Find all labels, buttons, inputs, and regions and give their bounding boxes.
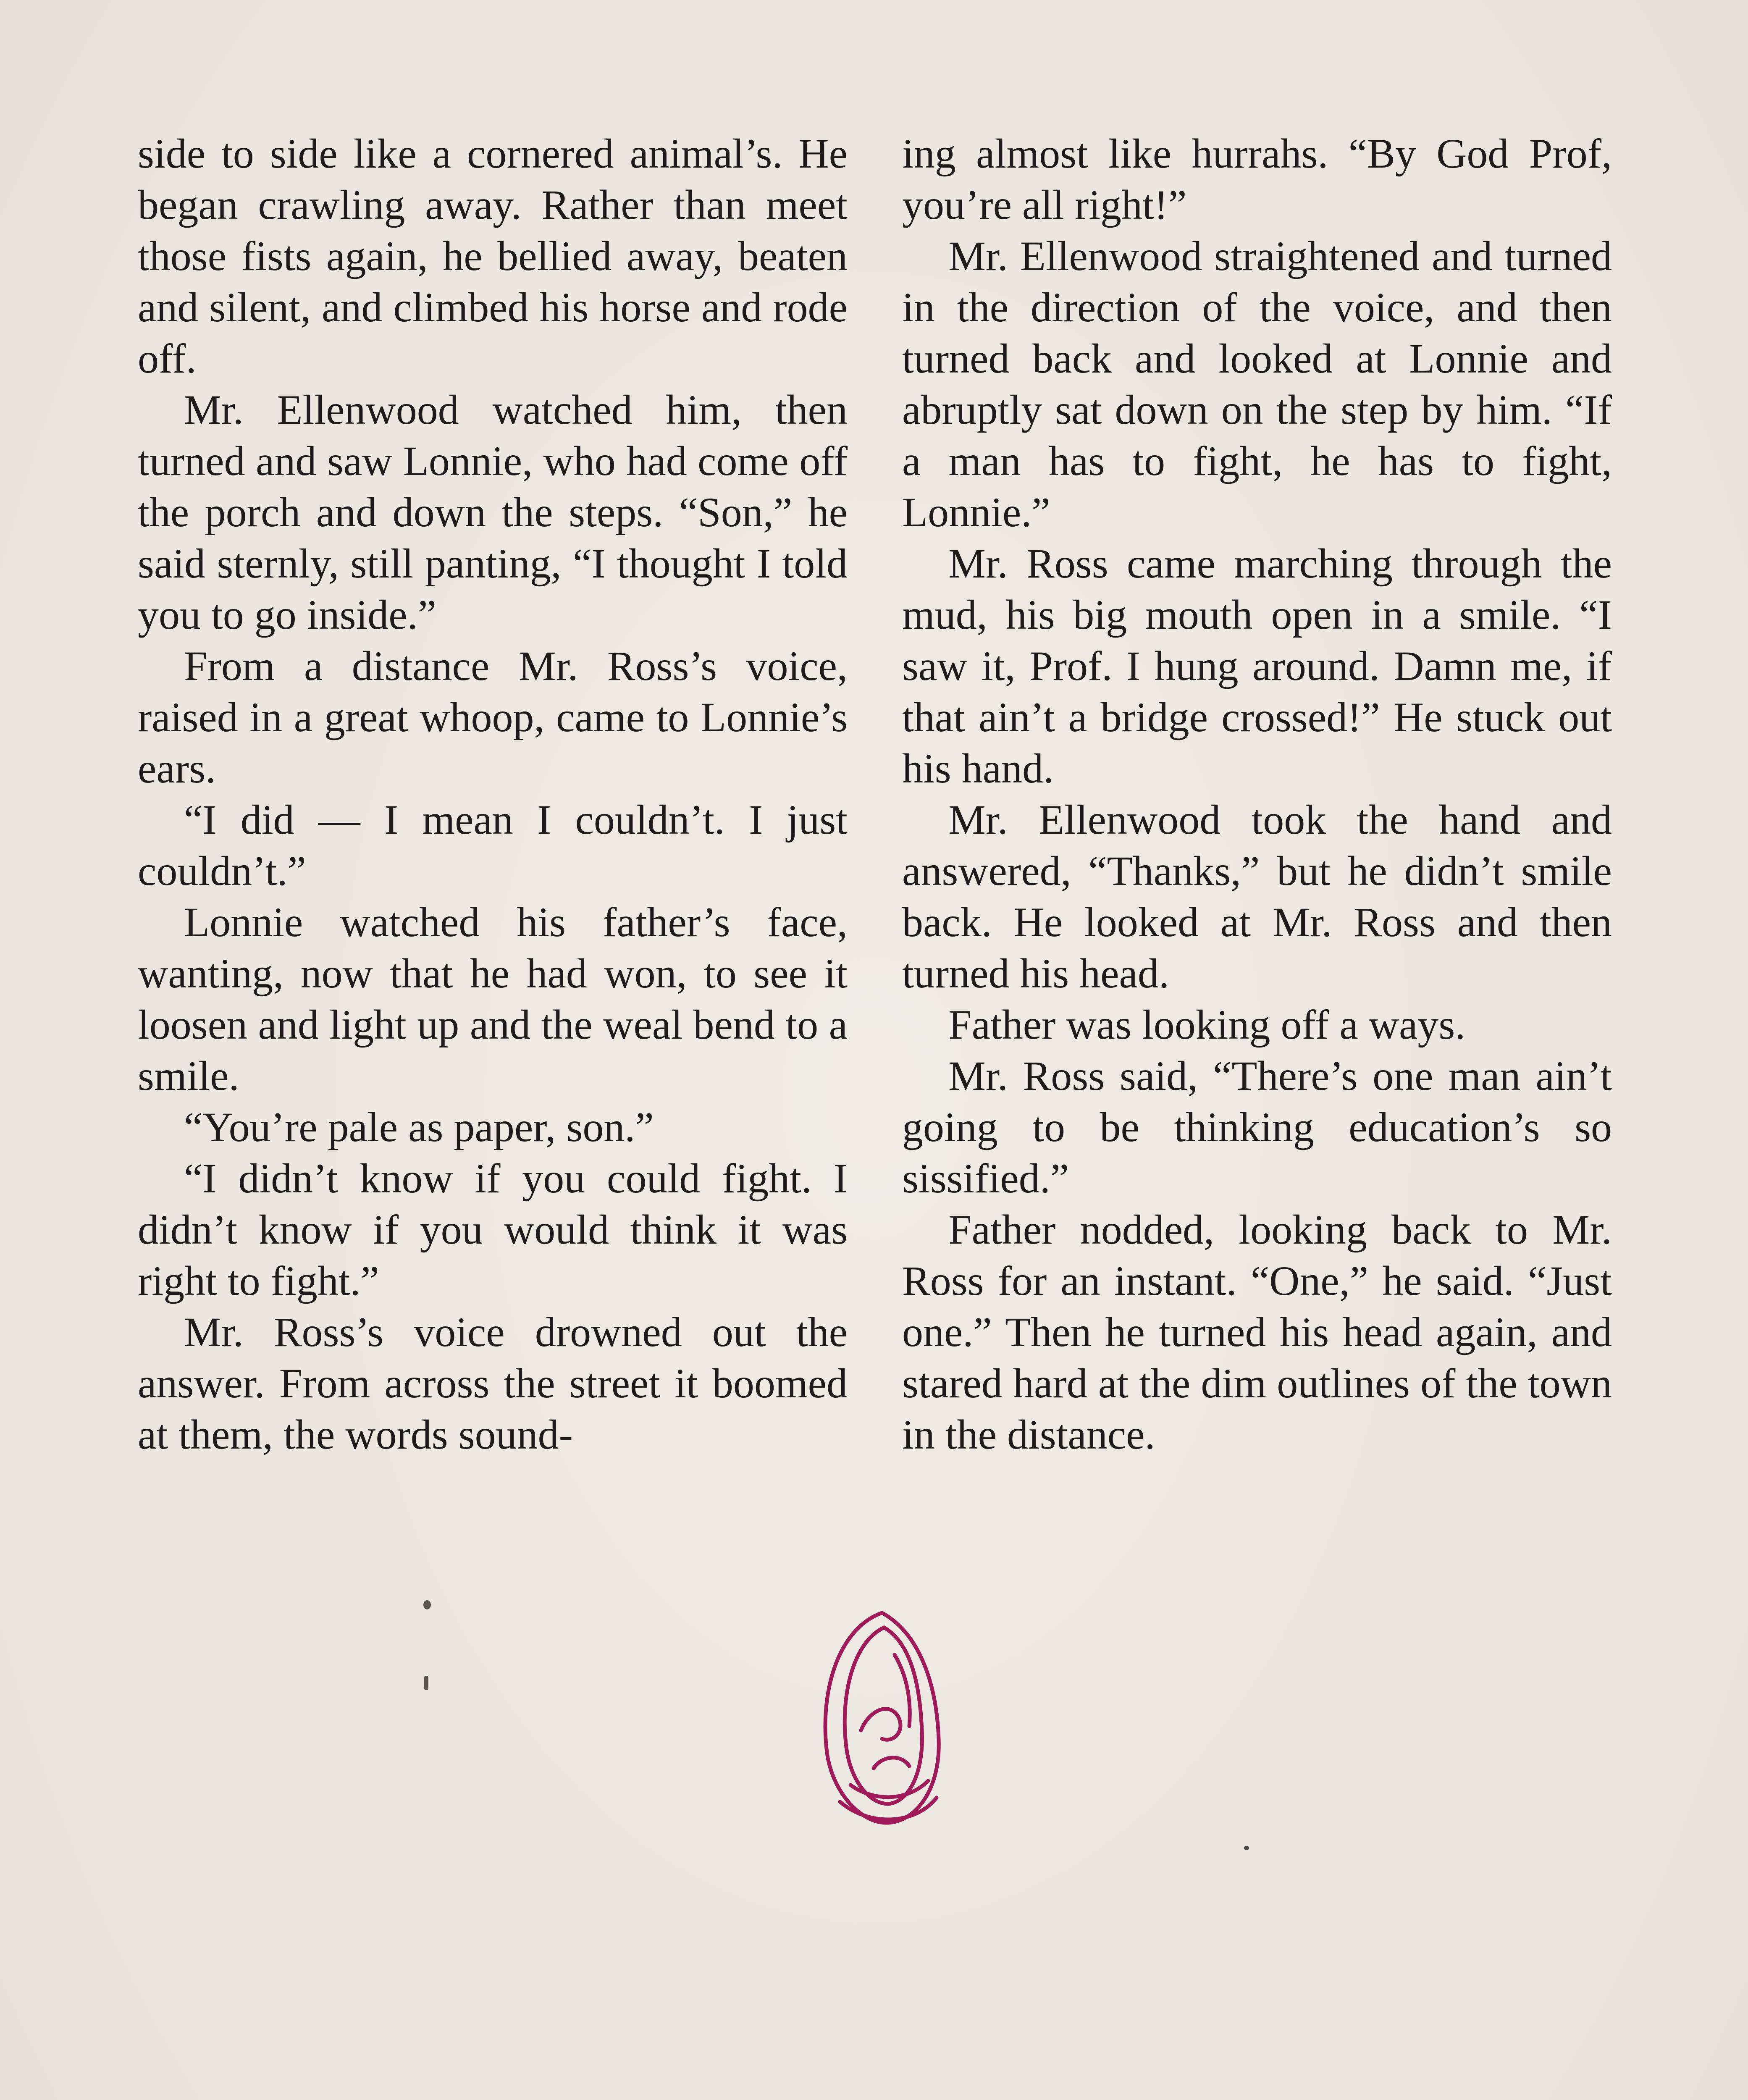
paper-speck xyxy=(1244,1846,1249,1850)
paragraph: Mr. Ellenwood watched him, then turned and saw Lonnie, who had come off the porch and down the steps. “Son,” he said sternly, still panting, “I thought I told you to go inside.” xyxy=(138,386,848,638)
paragraph: Lonnie watched his father’s face, wanting, now that he had won, to see it loosen and light up and the weal bend to a smile. xyxy=(138,899,848,1099)
paragraph: “I didn’t know if you could fight. I didn’t know if you would think it was right to fight.” xyxy=(138,1155,848,1304)
paragraph: From a distance Mr. Ross’s voice, raised in a great whoop, came to Lonnie’s ears. xyxy=(138,643,848,792)
paragraph: ing almost like hurrahs. “By God Prof, you’re all right!” xyxy=(902,130,1612,228)
paper-speck xyxy=(424,1676,428,1690)
tailpiece-ornament-icon xyxy=(811,1604,953,1840)
paragraph: Father was looking off a ways. xyxy=(948,1001,1466,1048)
paragraph: Mr. Ross came marching through the mud, his big mouth open in a smile. “I saw it, Prof. I hung around. Damn me, if that ain’t a bridge crossed!” He stuck out his hand. xyxy=(902,540,1612,792)
paragraph: Mr. Ellenwood took the hand and answered, “Thanks,” but he didn’t smile back. He looked at Mr. Ross and then turned his head. xyxy=(902,796,1612,997)
paper-speck xyxy=(423,1600,431,1609)
paragraph: “I did — I mean I couldn’t. I just couldn’t.” xyxy=(138,796,848,894)
paragraph: Mr. Ross’s voice drowned out the answer. From across the street it boomed at them, the words sound- xyxy=(138,1309,848,1458)
paragraph: “You’re pale as paper, son.” xyxy=(184,1104,654,1150)
paragraph: Mr. Ellenwood straightened and turned in the direction of the voice, and then turned back and looked at Lonnie and abruptly sat down on the step by him. “If a man has to fight, he has to fight, Lonnie.” xyxy=(902,233,1612,536)
paragraph: Father nodded, looking back to Mr. Ross for an instant. “One,” he said. “Just one.” Then he turned his head again, and stared hard at the dim outlines of the town in the distance. xyxy=(902,1206,1612,1458)
paragraph: side to side like a cornered animal’s. He began crawling away. Rather than meet those fists again, he bellied away, beaten and silent, and climbed his horse and rode off. xyxy=(138,130,848,382)
paragraph: Mr. Ross said, “There’s one man ain’t going to be thinking education’s so sissified.” xyxy=(902,1053,1612,1202)
text-column-left xyxy=(138,128,848,1460)
text-column-right xyxy=(902,128,1612,1460)
